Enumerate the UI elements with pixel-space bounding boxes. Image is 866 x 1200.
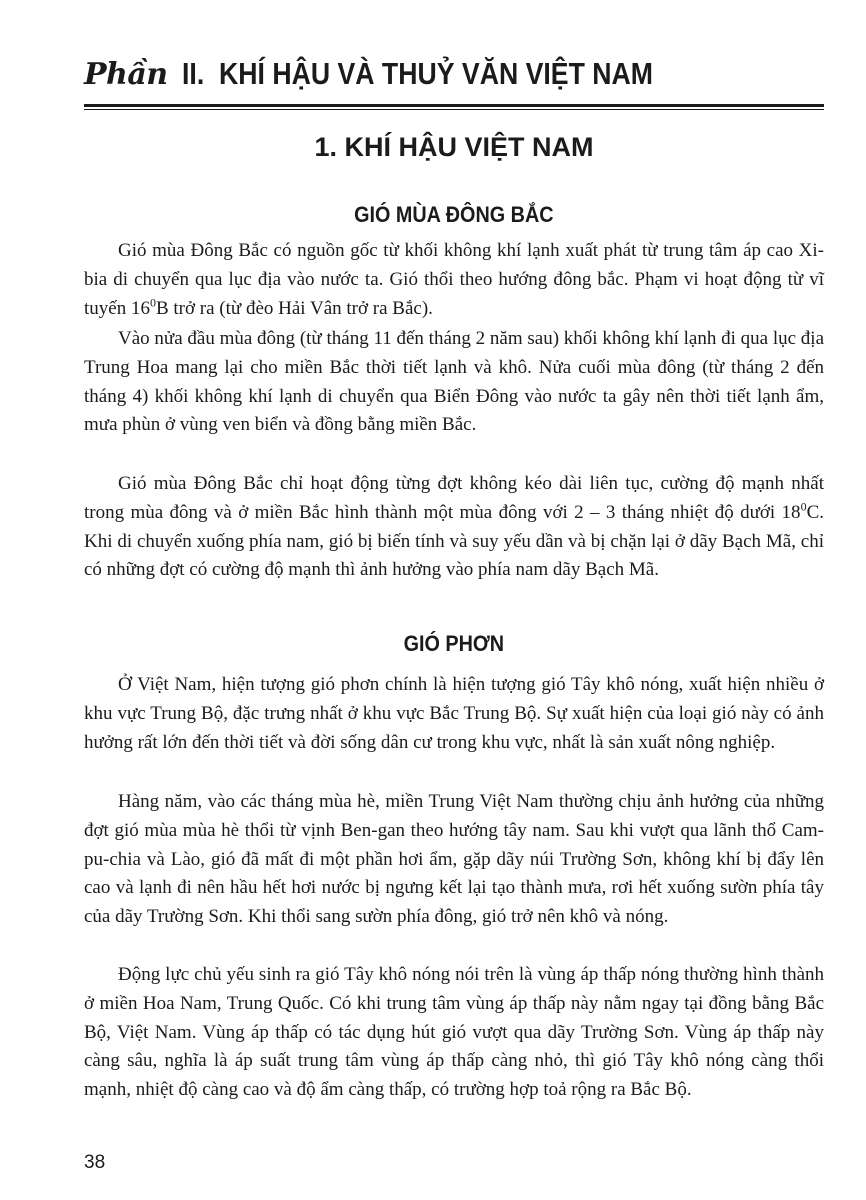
paragraph: Động lực chủ yếu sinh ra gió Tây khô nóng nói trên là vùng áp thấp nóng thường hình thành ở miền Hoa Nam, Trung Quốc. Có khi trung tâm vùng áp thấp này nằm ngay tại đồng bằng Bắc Bộ, Việt Nam. Vùng áp thấp có tác dụng hút gió vượt qua dãy Trường Sơn. Vùng áp thấp này càng sâu, nghĩa là áp suất trung tâm vùng áp thấp càng nhỏ, thì gió Tây khô nóng càng thổi mạnh, nhiệt độ càng cao và độ ẩm càng thấp, có trường hợp toả rộng ra Bắc Bộ. bbox=[84, 964, 824, 1101]
paragraph: Gió mùa Đông Bắc có nguồn gốc từ khối không khí lạnh xuất phát từ trung tâm áp cao Xi-bia di chuyển qua lục địa vào nước ta. Gió thổi theo hướng đông bắc. Phạm vi hoạt động từ vĩ tuyến $16^0B$ trở ra (từ đèo Hải Vân trở ra Bắc). bbox=[84, 240, 824, 319]
paragraph: Hàng năm, vào các tháng mùa hè, miền Trung Việt Nam thường chịu ảnh hưởng của những đợt gió mùa mùa hè thổi từ vịnh Ben-gan theo hướng tây nam. Sau khi vượt qua lãnh thổ Cam-pu-chia và Lào, gió đã mất đi một phần hơi ẩm, gặp dãy núi Trường Sơn, không khí bị đẩy lên cao và lạnh đi nên hầu hết hơi nước bị ngưng kết lại tạo thành mưa, rơi hết xuống sườn phía tây của dãy Trường Sơn. Khi thổi sang sườn phía đông, gió trở nên khô và nóng. bbox=[84, 791, 824, 928]
part-header bbox=[84, 56, 824, 100]
part-word: Phần bbox=[84, 57, 168, 92]
page-number: 38 bbox=[84, 1152, 106, 1173]
header-rule-thick bbox=[84, 104, 824, 107]
paragraph: Ở Việt Nam, hiện tượng gió phơn chính là hiện tượng gió Tây khô nóng, xuất hiện nhiều ở khu vực Trung Bộ, đặc trưng nhất ở khu vực Bắc Trung Bộ. Sự xuất hiện của loại gió này có ảnh hưởng rất lớn đến thời tiết và đời sống dân cư trong khu vực, nhất là sản xuất nông nghiệp. bbox=[84, 674, 824, 753]
paragraph: Gió mùa Đông Bắc chỉ hoạt động từng đợt không kéo dài liên tục, cường độ mạnh nhất trong mùa đông và ở miền Bắc hình thành một mùa đông với 2 – 3 tháng nhiệt độ dưới $18^0C$. Khi di chuyển xuống phía nam, gió bị biến tính và suy yếu dần và bị chặn lại ở dãy Bạch Mã, chỉ có những đợt có cường độ mạnh thì ảnh hưởng vào phía nam dãy Bạch Mã. bbox=[84, 473, 824, 581]
section-heading-northeast-monsoon bbox=[84, 202, 824, 228]
part-number: II. bbox=[181, 56, 204, 91]
chapter-title: 1. KHÍ HẬU VIỆT NAM bbox=[314, 132, 594, 162]
part-title: KHÍ HẬU VÀ THUỶ VĂN VIỆT NAM bbox=[219, 56, 654, 91]
paragraph: Vào nửa đầu mùa đông (từ tháng 11 đến tháng 2 năm sau) khối không khí lạnh đi qua lục địa Trung Hoa mang lại cho miền Bắc thời tiết lạnh và khô. Nửa cuối mùa đông (từ tháng 2 đến tháng 4) khối không khí lạnh di chuyển qua Biển Đông vào nước ta gây nên thời tiết lạnh ẩm, mưa phùn ở vùng ven biển và đồng bằng miền Bắc. bbox=[84, 328, 824, 436]
header-rule-thin bbox=[84, 109, 824, 110]
section-heading-text: GIÓ PHƠN bbox=[403, 631, 505, 656]
section-heading-text: GIÓ MÙA ĐÔNG BẮC bbox=[354, 202, 554, 227]
section-heading-foehn-wind bbox=[84, 631, 824, 657]
